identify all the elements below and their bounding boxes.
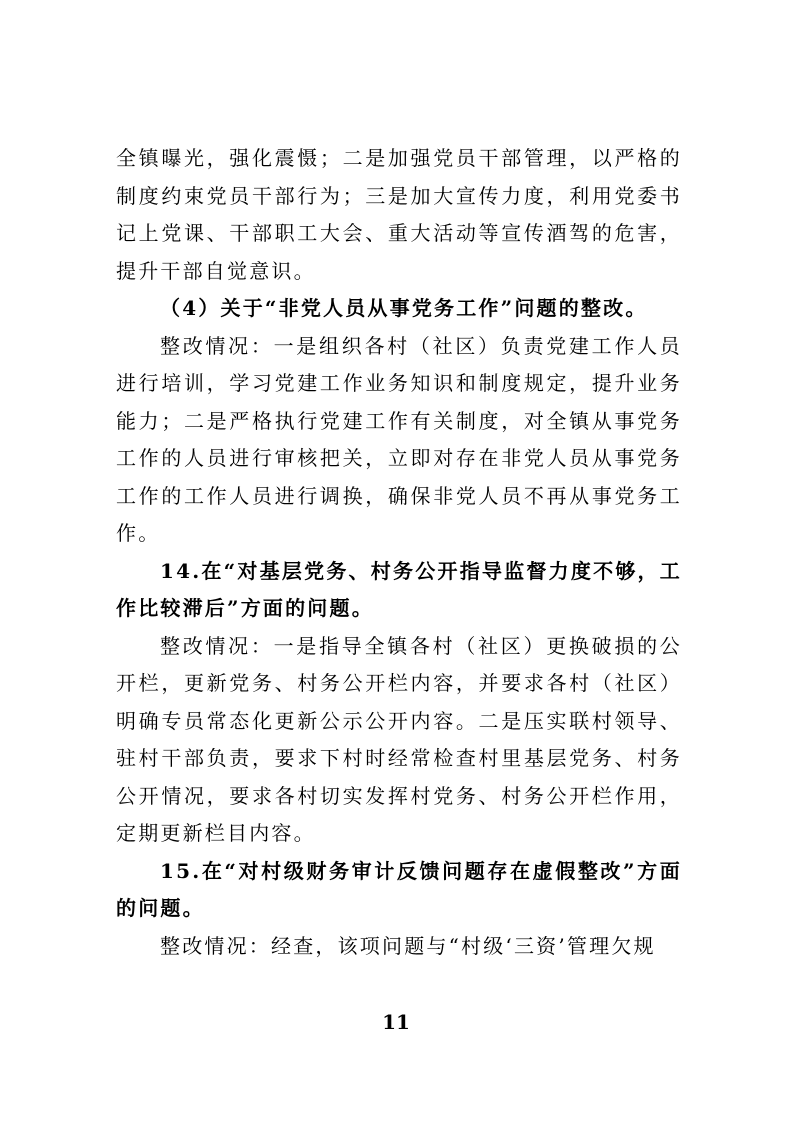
subheading-item-4: （4）关于“非党人员从事党务工作”问题的整改。 [160,296,648,320]
heading-item-15: 15.在“对村级财务审计反馈问题存在虚假整改”方面的问题。 [116,858,682,920]
paragraph-rectification-15: 整改情况：经查，该项问题与“村级‘三资’管理欠规 [160,933,656,958]
paragraph-rectification-4: 整改情况：一是组织各村（社区）负责党建工作人员进行培训，学习党建工作业务知识和制度规定，提升业务能力；二是严格执行党建工作有关制度，对全镇从事党务工作的人员进行审核把关，立即对存在非党人员从事党务工作的工作人员进行调换，确保非党人员不再从事党务工作。 [116,333,682,545]
document-body [116,140,682,965]
heading-item-14: 14.在“对基层党务、村务公开指导监督力度不够，工作比较滞后”方面的问题。 [116,558,682,620]
page-number: 11 [382,1010,410,1034]
paragraph-rectification-14: 整改情况：一是指导全镇各村（社区）更换破损的公开栏，更新党务、村务公开栏内容，并要求各村（社区）明确专员常态化更新公示公开内容。二是压实联村领导、驻村干部负责，要求下村时经常检查村里基层党务、村务公开情况，要求各村切实发挥村党务、村务公开栏作用，定期更新栏目内容。 [116,633,682,845]
paragraph-continuation: 全镇曝光，强化震慑；二是加强党员干部管理，以严格的制度约束党员干部行为；三是加大宣传力度，利用党委书记上党课、干部职工大会、重大活动等宣传酒驾的危害，提升干部自觉意识。 [116,146,682,283]
